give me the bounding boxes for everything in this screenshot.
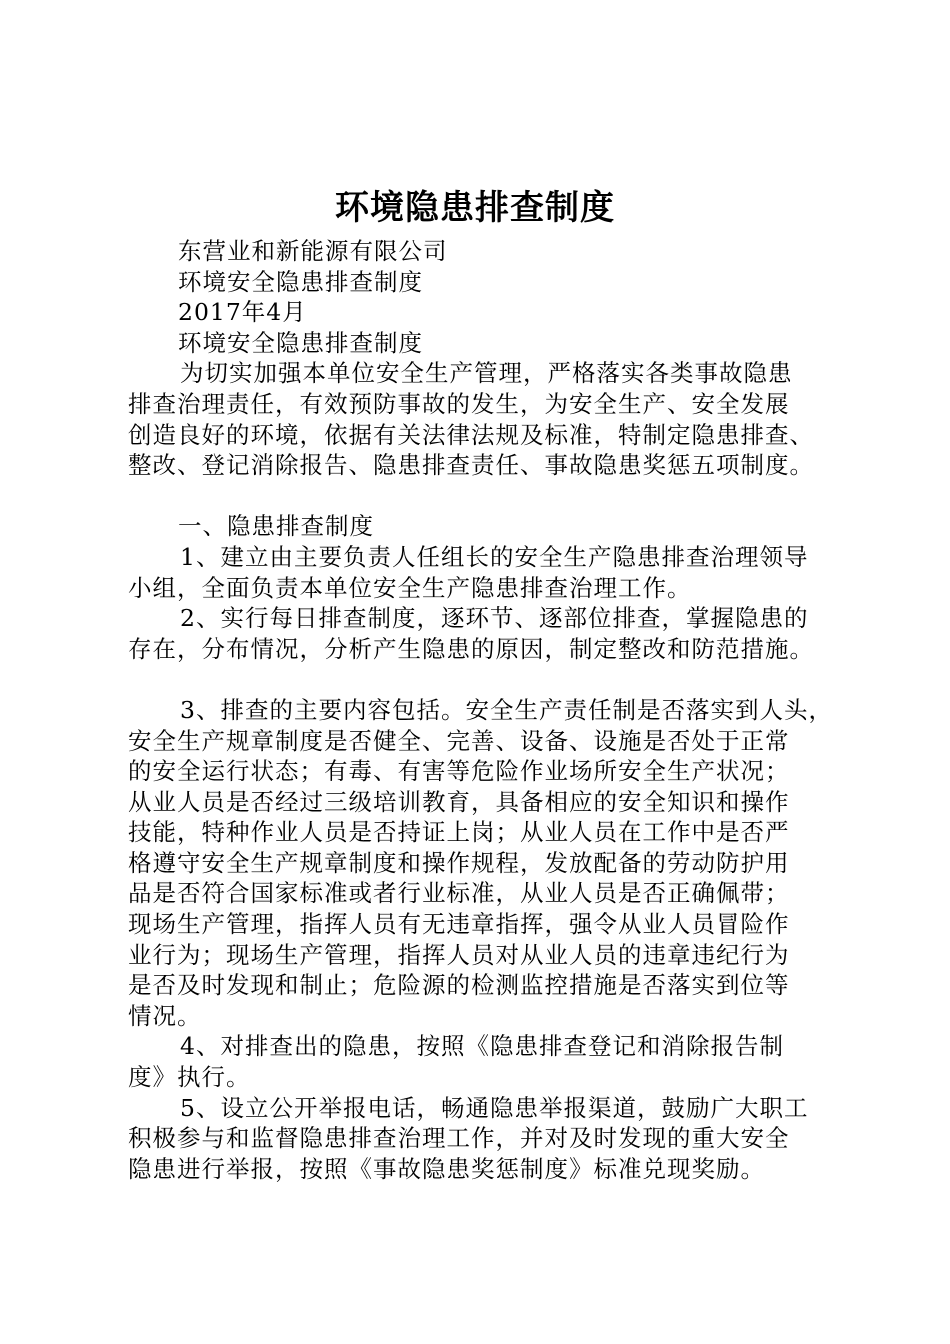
document-subtitle: 环境安全隐患排查制度: [178, 267, 423, 296]
item-3-line: 安全生产规章制度是否健全、完善、设备、设施是否处于正常: [128, 726, 790, 755]
item-5-line: 5、设立公开举报电话，畅通隐患举报渠道，鼓励广大职工: [180, 1093, 809, 1122]
item-3-line: 格遵守安全生产规章制度和操作规程，发放配备的劳动防护用: [128, 848, 790, 877]
item-3-line: 3、排查的主要内容包括。安全生产责任制是否落实到人头，: [180, 695, 833, 724]
blank-line: [128, 481, 840, 512]
item-2-line: 2、实行每日排查制度，逐环节、逐部位排查，掌握隐患的: [180, 604, 809, 633]
intro-line: 排查治理责任，有效预防事故的发生，为安全生产、安全发展: [128, 389, 790, 418]
item-2-line: 存在，分布情况，分析产生隐患的原因，制定整改和防范措施。: [128, 634, 814, 663]
item-3-line: 是否及时发现和制止；危险源的检测监控措施是否落实到位等: [128, 971, 790, 1000]
item-1-line: 小组，全面负责本单位安全生产隐患排查治理工作。: [128, 573, 692, 602]
item-3-line: 品是否符合国家标准或者行业标准，从业人员是否正确佩带；: [128, 879, 790, 908]
document-body: [128, 236, 840, 1184]
item-5-line: 隐患进行举报，按照《事故隐患奖惩制度》标准兑现奖励。: [128, 1154, 765, 1183]
intro-line: 整改、登记消除报告、隐患排查责任、事故隐患奖惩五项制度。: [128, 451, 814, 480]
item-3-line: 的安全运行状态；有毒、有害等危险作业场所安全生产状况；: [128, 757, 790, 786]
blank-line: [128, 664, 840, 695]
section-heading: 一、隐患排查制度: [178, 512, 374, 541]
document-subtitle-repeat: 环境安全隐患排查制度: [178, 328, 423, 357]
item-4-line: 4、对排查出的隐患，按照《隐患排查登记和消除报告制: [180, 1032, 784, 1061]
document-title: 环境隐患排查制度: [335, 188, 615, 228]
item-3-line: 从业人员是否经过三级培训教育，具备相应的安全知识和操作: [128, 787, 790, 816]
item-3-line: 技能，特种作业人员是否持证上岗；从业人员在工作中是否严: [128, 818, 790, 847]
item-3-line: 业行为；现场生产管理，指挥人员对从业人员的违章违纪行为: [128, 940, 790, 969]
item-5-line: 积极参与和监督隐患排查治理工作，并对及时发现的重大安全: [128, 1124, 790, 1153]
intro-line: 为切实加强本单位安全生产管理，严格落实各类事故隐患: [180, 359, 793, 388]
item-3-line: 情况。: [128, 1001, 202, 1030]
item-4-line: 度》执行。: [128, 1063, 251, 1092]
item-3-line: 现场生产管理，指挥人员有无违章指挥，强令从业人员冒险作: [128, 910, 790, 939]
intro-line: 创造良好的环境，依据有关法律法规及标准，特制定隐患排查、: [128, 420, 814, 449]
document-date: 2017年4月: [178, 298, 307, 327]
item-1-line: 1、建立由主要负责人任组长的安全生产隐患排查治理领导: [180, 542, 809, 571]
company-name: 东营业和新能源有限公司: [178, 237, 448, 265]
